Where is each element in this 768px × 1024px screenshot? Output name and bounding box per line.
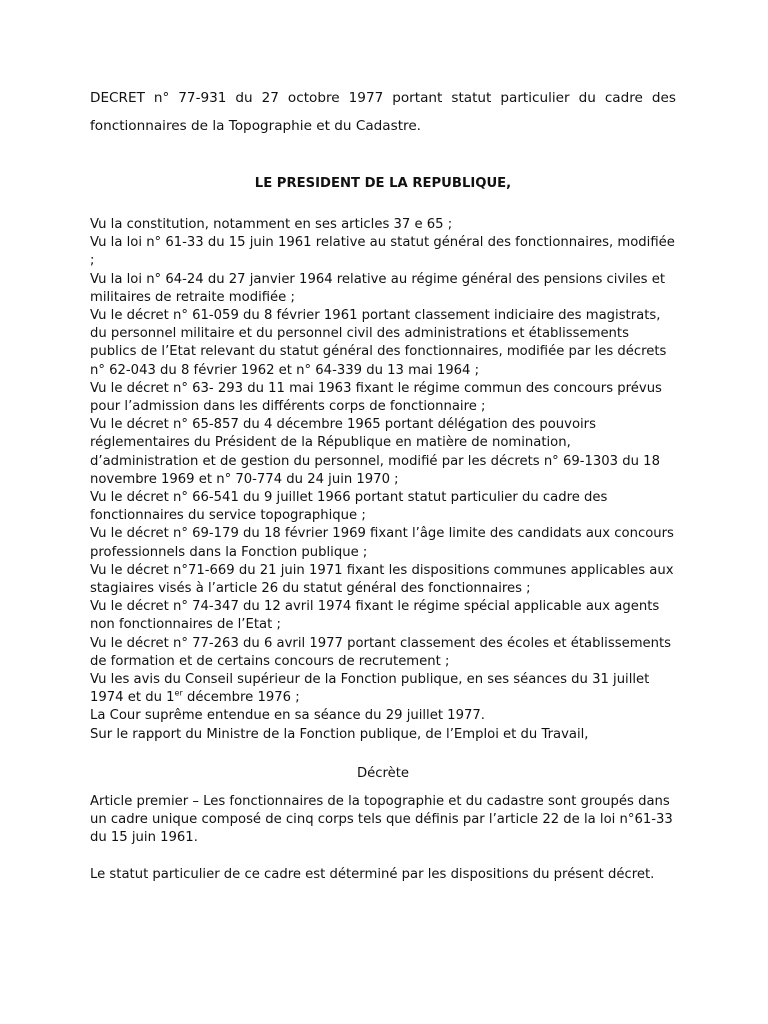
president-heading: LE PRESIDENT DE LA REPUBLIQUE,	[254, 176, 512, 191]
statut-paragraph: Le statut particulier de ce cadre est déterminé par les dispositions du présent décret.	[90, 867, 655, 882]
visa-item: Vu le décret n° 66-541 du 9 juillet 1966 portant statut particulier du cadre des fonctionnaires du service topographique ;	[90, 490, 608, 524]
avis-text: Vu les avis du Conseil supérieur de la Fonction publique, en ses séances du 31 juillet 1974 et du 1	[90, 672, 650, 706]
ordinal-superscript: er	[174, 688, 183, 698]
visa-item: Vu la constitution, notamment en ses articles 37 e 65 ;	[90, 217, 453, 232]
visa-avis	[90, 671, 676, 707]
article-premier: Article premier – Les fonctionnaires de la topographie et du cadastre sont groupés dans un cadre unique composé de cinq corps tels que définis par l’article 22 de la loi n°61-33 du 15 juin 1961.	[90, 794, 673, 846]
visa-item: Vu le décret n° 77-263 du 6 avril 1977 portant classement des écoles et établissements de formation et de certains concours de recrutement ;	[90, 635, 672, 669]
visa-item: Vu le décret n° 74-347 du 12 avril 1974 fixant le régime spécial applicable aux agents non fonctionnaires de l’Etat ;	[90, 599, 660, 633]
visa-item: Vu le décret n° 65-857 du 4 décembre 1965 portant délégation des pouvoirs réglementaires du Président de la République en matière de nomination, d’administration et de gestion du personnel, modifié par les décrets n° 69-1303 du 18 novembre 1969 et n° 70-774 du 24 juin 1970 ;	[90, 417, 660, 487]
decrete-heading: Décrète	[356, 766, 410, 781]
avis-text-end: décembre 1976 ;	[182, 690, 300, 706]
cour-supreme-line: La Cour suprême entendue en sa séance du 29 juillet 1977.	[90, 708, 485, 724]
visa-item: Vu le décret n° 63- 293 du 11 mai 1963 fixant le régime commun des concours prévus pour l’admission dans les différents corps de fonctionnaire ;	[90, 380, 662, 415]
visa-item: Vu la loi n° 61-33 du 15 juin 1961 relative au statut général des fonctionnaires, modifiée ;	[90, 235, 675, 269]
rapport-line: Sur le rapport du Ministre de la Fonction publique, de l’Emploi et du Travail,	[90, 726, 589, 742]
visa-item: Vu la loi n° 64-24 du 27 janvier 1964 relative au régime général des pensions civiles et militaires de retraite modifiée ;	[90, 271, 666, 305]
visa-item: Vu le décret n° 61-059 du 8 février 1961 portant classement indiciaire des magistrats, du personnel militaire et du personnel civil des administrations et établissements publics de l’Etat relevant du statut général des fonctionnaires, modifiée par les décrets n° 62-043 du 8 février 1962 et n° 64-339 du 13 mai 1964 ;	[90, 308, 667, 378]
visa-item: Vu le décret n°71-669 du 21 juin 1971 fixant les dispositions communes applicables aux stagiaires visés à l’article 26 du statut général des fonctionnaires ;	[90, 562, 674, 597]
visas-list	[90, 216, 676, 744]
decree-title: DECRET n° 77-931 du 27 octobre 1977 portant statut particulier du cadre des fonctionnaires de la Topographie et du Cadastre.	[90, 90, 676, 134]
visa-item: Vu le décret n° 69-179 du 18 février 1969 fixant l’âge limite des candidats aux concours professionnels dans la Fonction publique ;	[90, 526, 674, 560]
